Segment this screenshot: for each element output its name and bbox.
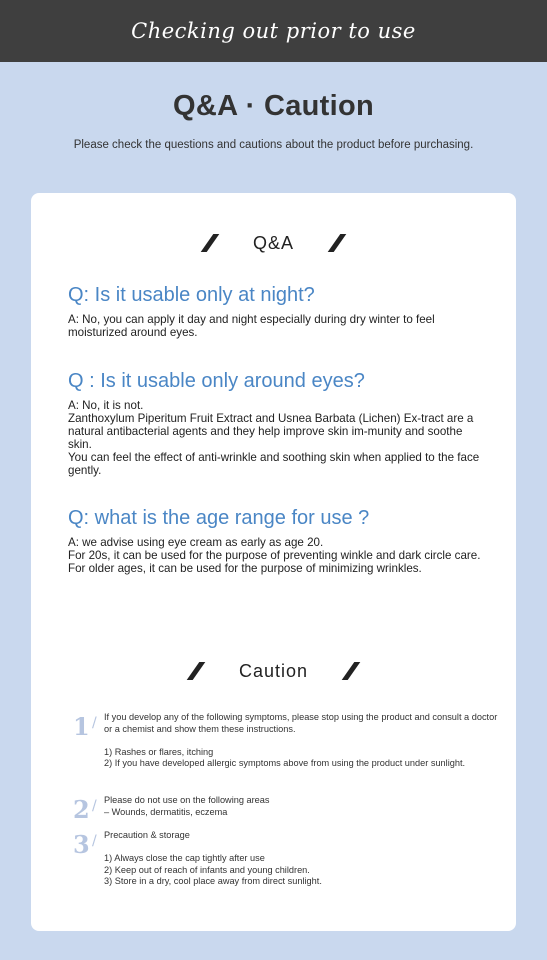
qa-answer: A: No, you can apply it day and night especially during dry winter to feel moisturized around eyes.	[68, 313, 435, 339]
qa-answer: A: No, it is not. Zanthoxylum Piperitum Fruit Extract and Usnea Barbata (Lichen) Ex-tract are a natural antibacterial agents and they help improve skin im-munity and soothe skin. You can feel the effect of anti-wrinkle and soothing skin when applied to the face gently.	[68, 399, 480, 477]
page-subtitle: Please check the questions and cautions about the product before purchasing.	[73, 139, 474, 151]
number-slash-icon: /	[92, 833, 97, 849]
caution-number: 2	[73, 795, 90, 824]
caution-number: 3	[73, 830, 90, 859]
slash-icon	[328, 234, 347, 252]
qa-question: Q: Is it usable only at night?	[68, 284, 315, 306]
caution-text: Precaution & storage 1) Always close the cap tightly after use 2) Keep out of reach of infants and young children. 3) Store in a dry, cool place away from direct sunlight.	[104, 830, 322, 886]
content-card	[31, 193, 516, 931]
slash-icon	[201, 234, 220, 252]
qa-answer: A: we advise using eye cream as early as age 20. For 20s, it can be used for the purpose of preventing winkle and dark circle care. For older ages, it can be used for the purpose of minimizing wrinkles.	[68, 536, 481, 575]
caution-item	[73, 830, 493, 890]
qa-question: Q : Is it usable only around eyes?	[68, 370, 365, 392]
qa-item	[68, 507, 488, 575]
number-slash-icon: /	[92, 715, 97, 731]
caution-heading	[31, 659, 516, 683]
page-title: Q&A · Caution	[173, 90, 374, 122]
qa-item	[68, 370, 488, 477]
qa-heading	[31, 231, 516, 255]
number-slash-icon: /	[92, 798, 97, 814]
header-title: Checking out prior to use	[131, 19, 416, 43]
qa-question: Q: what is the age range for use ?	[68, 507, 370, 529]
caution-item	[73, 712, 498, 782]
caution-heading-label: Caution	[238, 660, 309, 681]
qa-heading-label: Q&A	[252, 232, 294, 253]
caution-text: Please do not use on the following areas – Wounds, dermatitis, eczema	[104, 795, 270, 817]
slash-icon	[187, 662, 206, 680]
caution-text: If you develop any of the following symptoms, please stop using the product and consult a doctor or a chemist and show them these instructions. 1) Rashes or flares, itching 2) If you have developed allergic symptoms above from using the product under sunlight.	[104, 712, 498, 768]
caution-item	[73, 795, 493, 825]
caution-number: 1	[73, 712, 90, 741]
qa-item	[68, 284, 488, 339]
slash-icon	[342, 662, 361, 680]
header-bar	[0, 0, 547, 62]
